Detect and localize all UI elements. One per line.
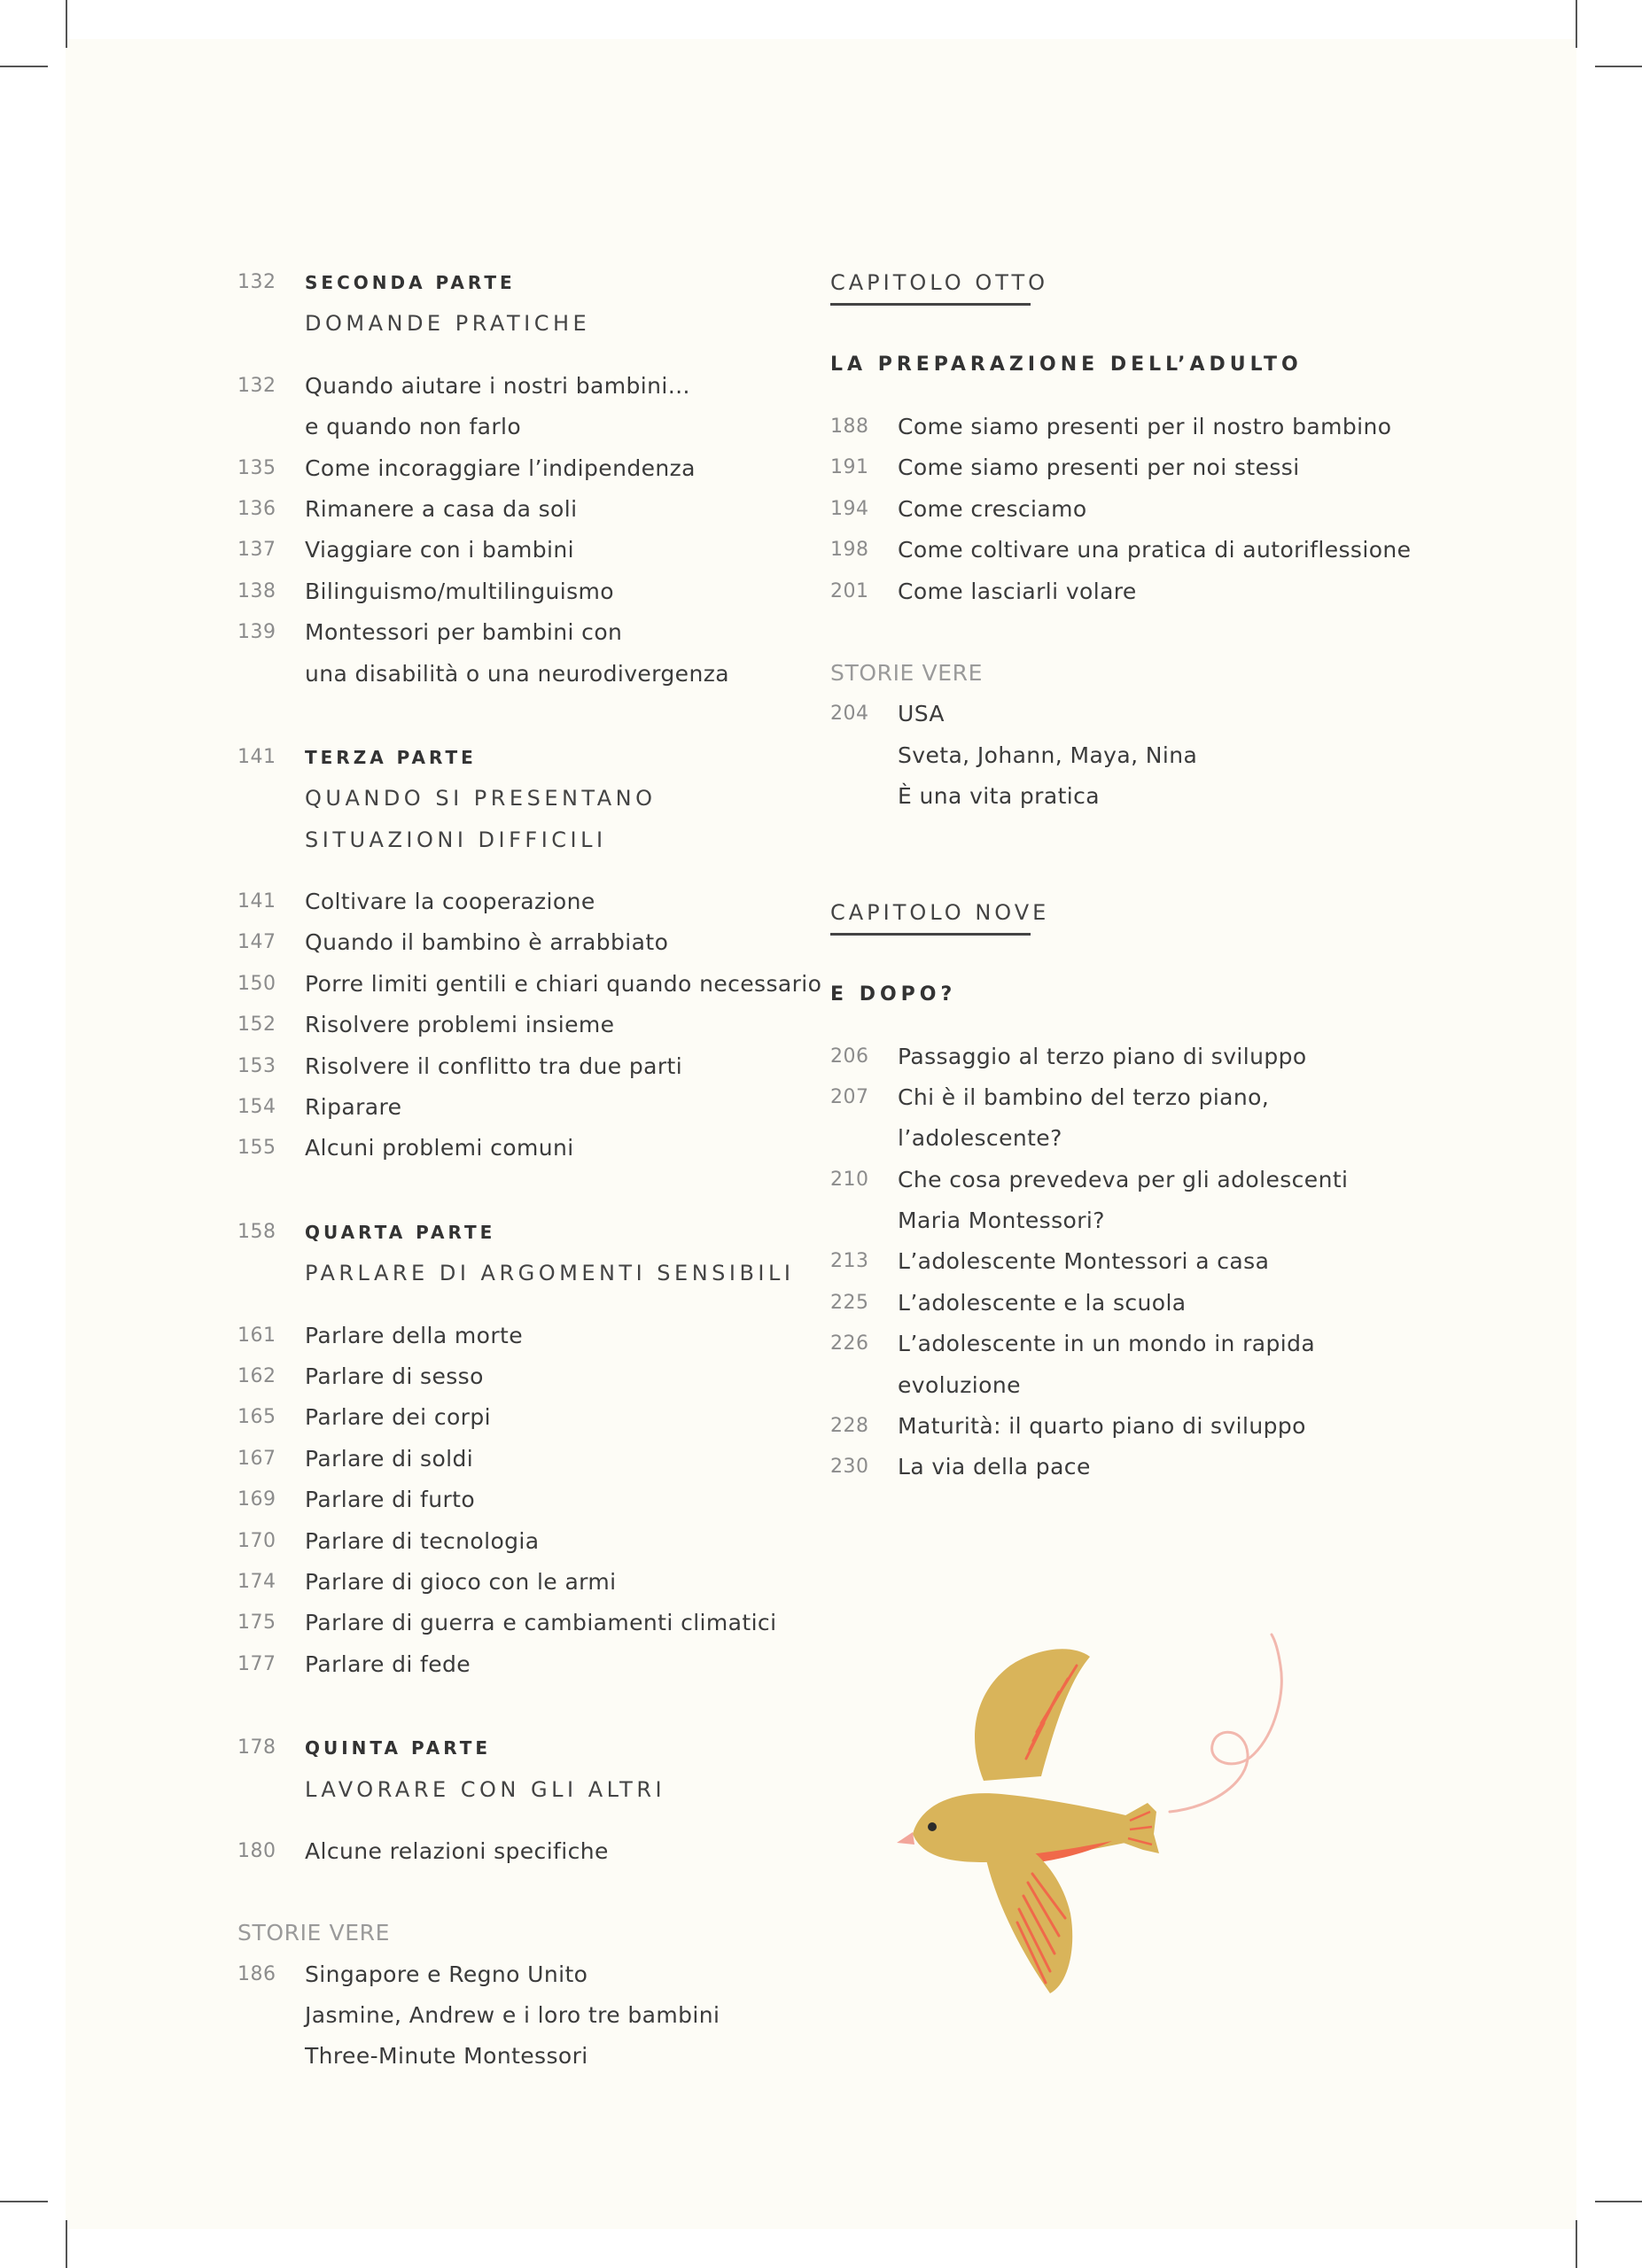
part-header[interactable]	[237, 1212, 805, 1253]
toc-right-column	[830, 262, 1451, 1488]
entry-title: Parlare di guerra e cambiamenti climatici	[305, 1610, 777, 1636]
toc-part-quinta	[237, 1728, 805, 1872]
entry-title: Alcune relazioni specifiche	[305, 1837, 609, 1864]
part-subtitle: QUANDO SI PRESENTANO	[305, 786, 657, 812]
toc-entry[interactable]	[237, 922, 805, 963]
entry-title: Che cosa prevedeva per gli adolescenti	[898, 1166, 1349, 1192]
page-number: 191	[830, 456, 869, 479]
chapter-title: E DOPO?	[830, 983, 957, 1006]
page-number: 188	[830, 416, 869, 438]
string-line	[1170, 1635, 1281, 1812]
entry-title: Porre limiti gentili e chiari quando necessario	[305, 970, 822, 997]
toc-entry[interactable]	[830, 1160, 1451, 1200]
entry-title-line: È una vita pratica	[898, 783, 1100, 810]
entry-title: Parlare di soldi	[305, 1445, 474, 1472]
entry-title: Viaggiare con i bambini	[305, 537, 574, 563]
page-number: 204	[830, 703, 869, 726]
page-number: 198	[830, 539, 869, 562]
chapter-label: CAPITOLO OTTO	[830, 270, 1048, 295]
page-number: 186	[237, 1962, 276, 1985]
entry-title: Come siamo presenti per noi stessi	[898, 454, 1300, 481]
page-number: 153	[237, 1054, 276, 1077]
toc-part-seconda	[237, 262, 805, 695]
chapter-heading[interactable]	[830, 262, 1451, 306]
toc-entry[interactable]	[830, 1241, 1451, 1282]
toc-entry[interactable]	[237, 1087, 805, 1128]
page-number: 167	[237, 1447, 276, 1470]
bird-illustration	[877, 1630, 1303, 2011]
toc-entry[interactable]	[237, 489, 805, 530]
toc-entry[interactable]	[237, 1954, 805, 1995]
toc-entry[interactable]	[237, 1046, 805, 1087]
entry-title: Parlare di furto	[305, 1487, 476, 1513]
page-number: 213	[830, 1250, 869, 1273]
page-number: 194	[830, 497, 869, 520]
page-number: 152	[237, 1014, 276, 1037]
entry-title: USA	[898, 701, 945, 727]
toc-entry[interactable]	[830, 1283, 1451, 1324]
page-number: 141	[237, 890, 276, 913]
toc-entry[interactable]	[237, 882, 805, 922]
entry-title: Parlare di sesso	[305, 1363, 484, 1389]
page-number: 132	[237, 271, 276, 293]
crop-mark	[0, 66, 48, 67]
toc-entry[interactable]	[830, 694, 1451, 734]
entry-title: Parlare dei corpi	[305, 1404, 491, 1431]
entry-title-line: Three-Minute Montessori	[305, 2043, 588, 2070]
entry-title: Come coltivare una pratica di autoriflessione	[898, 537, 1412, 563]
entry-title: Quando aiutare i nostri bambini…	[305, 372, 691, 399]
page-number: 225	[830, 1291, 869, 1314]
part-subtitle: PARLARE DI ARGOMENTI SENSIBILI	[305, 1261, 795, 1286]
page-number: 150	[237, 972, 276, 995]
part-label: TERZA PARTE	[305, 746, 477, 768]
toc-entry[interactable]	[237, 1316, 805, 1356]
toc-entry[interactable]	[237, 1005, 805, 1045]
crop-mark	[1576, 0, 1577, 48]
page-number: 141	[237, 745, 276, 768]
page-number: 132	[237, 374, 276, 397]
entry-title-line: l’adolescente?	[898, 1125, 1062, 1152]
part-label: QUINTA PARTE	[305, 1737, 492, 1759]
chapter-nine	[830, 892, 1451, 1488]
page-number: 136	[237, 497, 276, 520]
page-number: 139	[237, 621, 276, 644]
crop-mark	[1576, 2220, 1577, 2268]
toc-entry[interactable]	[237, 1603, 805, 1643]
crop-mark	[66, 0, 67, 48]
toc-entry[interactable]	[830, 530, 1451, 571]
page-number: 210	[830, 1168, 869, 1191]
toc-entry[interactable]	[830, 447, 1451, 488]
page-number: 201	[830, 579, 869, 602]
toc-stories-left	[237, 1913, 805, 2078]
page-number: 147	[237, 931, 276, 954]
toc-entry[interactable]	[237, 1356, 805, 1397]
page-number: 161	[237, 1324, 276, 1347]
upper-wing	[975, 1649, 1090, 1781]
part-label: SECONDA PARTE	[305, 272, 516, 293]
toc-entry-continuation[interactable]	[237, 654, 805, 695]
entry-title: L’adolescente e la scuola	[898, 1289, 1187, 1316]
entry-title: Parlare di gioco con le armi	[305, 1568, 617, 1595]
page-number: 165	[237, 1406, 276, 1429]
page-number: 178	[237, 1736, 276, 1759]
toc-entry[interactable]	[237, 366, 805, 407]
entry-title: La via della pace	[898, 1454, 1091, 1480]
entry-title: Maturità: il quarto piano di sviluppo	[898, 1413, 1306, 1440]
crop-mark	[1595, 2201, 1642, 2202]
entry-title: Passaggio al terzo piano di sviluppo	[898, 1043, 1307, 1069]
toc-entry[interactable]	[830, 1037, 1451, 1077]
toc-entry[interactable]	[237, 1397, 805, 1438]
entry-title: Riparare	[305, 1094, 402, 1121]
toc-entry[interactable]	[830, 489, 1451, 530]
chapter-heading[interactable]	[830, 892, 1451, 936]
toc-entry-continuation[interactable]	[237, 407, 805, 447]
entry-title: Parlare della morte	[305, 1322, 523, 1348]
part-header[interactable]	[237, 262, 805, 303]
entry-title: Montessori per bambini con	[305, 619, 623, 646]
toc-entry[interactable]	[237, 612, 805, 653]
toc-entry[interactable]	[237, 964, 822, 1005]
chapter-label: CAPITOLO NOVE	[830, 899, 1050, 925]
entry-title-line: Jasmine, Andrew e i loro tre bambini	[305, 2002, 720, 2029]
page-number: 158	[237, 1220, 276, 1243]
page-number: 170	[237, 1529, 276, 1552]
entry-title-line: Maria Montessori?	[898, 1208, 1105, 1234]
entry-title-line: e quando non farlo	[305, 414, 522, 440]
entry-title: Risolvere il conflitto tra due parti	[305, 1052, 683, 1079]
page-number: 137	[237, 539, 276, 562]
page-number: 169	[237, 1488, 276, 1511]
entry-title-line: Sveta, Johann, Maya, Nina	[898, 742, 1198, 768]
page-number: 207	[830, 1085, 869, 1108]
part-subtitle: DOMANDE PRATICHE	[305, 311, 591, 337]
chapter-eight	[830, 262, 1451, 818]
entry-title: Come lasciarli volare	[898, 578, 1137, 604]
toc-entry[interactable]	[830, 1324, 1451, 1364]
entry-title-line: una disabilità o una neurodivergenza	[305, 660, 729, 687]
toc-entry[interactable]	[237, 530, 805, 571]
page-number: 206	[830, 1045, 869, 1068]
entry-title: L’adolescente in un mondo in rapida	[898, 1331, 1316, 1357]
toc-part-quarta	[237, 1212, 805, 1685]
part-header[interactable]	[237, 1728, 805, 1768]
toc-entry[interactable]	[830, 1406, 1451, 1447]
lower-wing	[984, 1847, 1072, 1993]
entry-title: L’adolescente Montessori a casa	[898, 1248, 1270, 1275]
toc-entry[interactable]	[237, 1562, 805, 1603]
entry-title: Coltivare la cooperazione	[305, 889, 595, 915]
toc-entry[interactable]	[237, 1128, 805, 1169]
page-number: 138	[237, 579, 276, 602]
page-number: 174	[237, 1570, 276, 1593]
entry-title: Parlare di tecnologia	[305, 1527, 540, 1554]
entry-title: Come siamo presenti per il nostro bambino	[898, 414, 1392, 439]
part-subtitle: LAVORARE CON GLI ALTRI	[305, 1776, 666, 1802]
entry-title: Come cresciamo	[898, 495, 1087, 522]
part-header[interactable]	[237, 737, 805, 778]
part-subtitle: SITUAZIONI DIFFICILI	[305, 827, 607, 852]
entry-title: Alcuni problemi comuni	[305, 1135, 574, 1161]
entry-title: Singapore e Regno Unito	[305, 1961, 588, 1987]
entry-title: Rimanere a casa da soli	[305, 495, 578, 522]
page-number: 155	[237, 1137, 276, 1160]
stories-label: STORIE VERE	[830, 659, 983, 686]
entry-title: Risolvere problemi insieme	[305, 1012, 615, 1038]
entry-title: Parlare di fede	[305, 1651, 471, 1677]
crop-mark	[1595, 66, 1642, 67]
toc-entry[interactable]	[830, 571, 1451, 612]
page-number: 154	[237, 1096, 276, 1119]
entry-title: Chi è il bambino del terzo piano,	[898, 1084, 1270, 1110]
page-number: 177	[237, 1652, 276, 1675]
toc-entry[interactable]	[237, 448, 805, 489]
crop-mark	[66, 2220, 67, 2268]
toc-entry[interactable]	[237, 1480, 805, 1520]
entry-title: Quando il bambino è arrabbiato	[305, 929, 669, 956]
toc-entry[interactable]	[237, 571, 805, 612]
page-number: 135	[237, 456, 276, 479]
toc-entry[interactable]	[830, 407, 1451, 447]
page-number: 230	[830, 1456, 869, 1479]
page-number: 162	[237, 1364, 276, 1387]
toc-entry[interactable]	[237, 1521, 805, 1562]
stories-label: STORIE VERE	[237, 1920, 390, 1946]
page-number: 175	[237, 1612, 276, 1635]
crop-mark	[0, 2201, 48, 2202]
toc-left-column	[237, 262, 822, 2078]
toc-entry[interactable]	[237, 1644, 805, 1685]
bird-beak	[897, 1832, 914, 1845]
toc-part-terza	[237, 737, 822, 1169]
page-number: 180	[237, 1839, 276, 1862]
toc-entry[interactable]	[237, 1439, 805, 1480]
entry-title-line: evoluzione	[898, 1371, 1021, 1398]
toc-entry[interactable]	[830, 1447, 1451, 1487]
chapter-title: LA PREPARAZIONE DELL’ADULTO	[830, 353, 1303, 376]
toc-entry[interactable]	[830, 1077, 1451, 1118]
bird-eye	[928, 1822, 937, 1831]
entry-title: Come incoraggiare l’indipendenza	[305, 454, 696, 481]
page-number: 226	[830, 1332, 869, 1355]
toc-entry[interactable]	[237, 1831, 805, 1872]
entry-title: Bilinguismo/multilinguismo	[305, 578, 614, 604]
page-number: 228	[830, 1415, 869, 1438]
part-label: QUARTA PARTE	[305, 1221, 496, 1243]
